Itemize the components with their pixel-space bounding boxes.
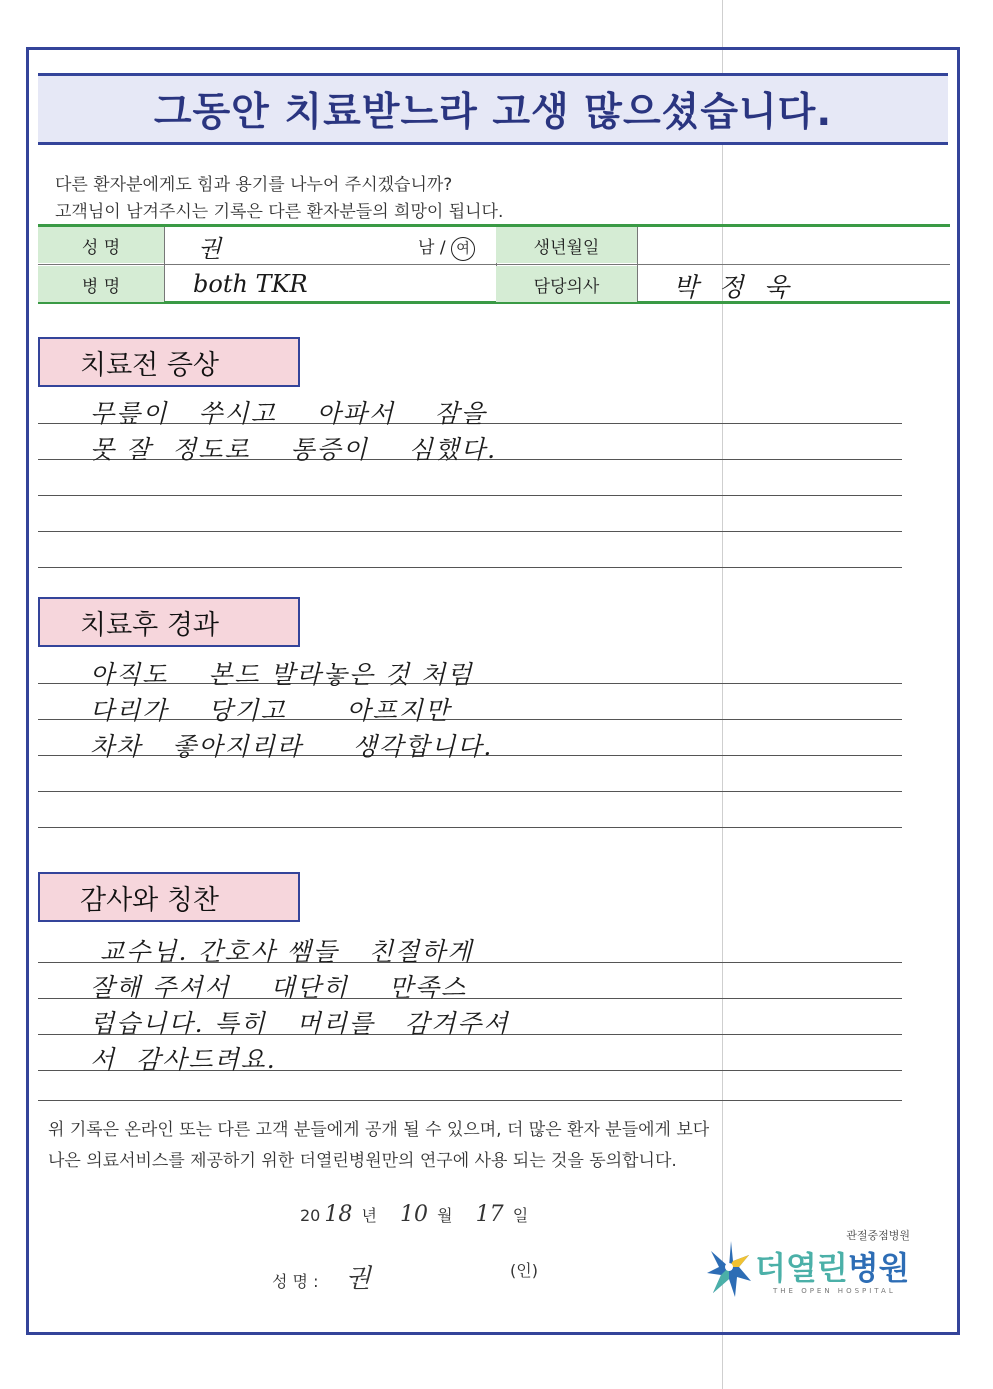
birth-label: 생년월일 xyxy=(496,227,637,263)
hospital-subtitle: 관절중점병원 xyxy=(846,1229,910,1242)
writing-line xyxy=(38,827,902,828)
hospital-brand-part2: 병원 xyxy=(847,1249,910,1287)
consent-line-1: 위 기록은 온라인 또는 다른 고객 분들에게 공개 될 수 있으며, 더 많은 환자 분들에게 보다 xyxy=(48,1120,710,1140)
date-month-unit: 월 xyxy=(437,1206,453,1225)
section-after-heading: 치료후 경과 xyxy=(38,597,300,647)
title-bar xyxy=(38,73,948,145)
date-field xyxy=(300,1202,528,1227)
date-year-unit: 년 xyxy=(361,1206,377,1225)
hospital-logo-icon xyxy=(705,1237,753,1301)
before-text-line-2: 못 잘 정도로 통증이 심했다. xyxy=(90,435,498,464)
name-value: 권 xyxy=(198,235,222,263)
intro-line-1: 다른 환자분에게도 힘과 용기를 나누어 주시겠습니까? xyxy=(55,175,453,195)
diagnosis-value: both TKR xyxy=(193,270,308,298)
signature-value: 권 xyxy=(345,1264,371,1294)
writing-line xyxy=(38,567,902,568)
patient-info-table xyxy=(38,224,950,304)
signature-field xyxy=(272,1258,371,1295)
gender-field xyxy=(418,233,475,261)
seal-mark: (인) xyxy=(510,1261,538,1280)
hospital-brand-part1: 더열린 xyxy=(755,1249,848,1287)
signature-label: 성 명 : xyxy=(272,1272,319,1291)
hospital-english-name: THE OPEN HOSPITAL xyxy=(773,1287,896,1295)
doctor-value: 박 정 욱 xyxy=(673,273,795,303)
table-col-divider xyxy=(164,227,165,301)
after-text-line-1: 아직도 본드 발라놓은 것 처럼 xyxy=(90,660,474,689)
consent-line-2: 나은 의료서비스를 제공하기 위한 더열린병원만의 연구에 사용 되는 것을 동의합니다. xyxy=(48,1151,677,1171)
before-text-line-1: 무릎이 쑤시고 아파서 잠을 xyxy=(90,399,488,428)
thanks-text-line-1: 교수님. 간호사 쌤들 친절하게 xyxy=(100,937,474,966)
date-prefix: 20 xyxy=(300,1206,321,1225)
section-thanks-heading: 감사와 칭찬 xyxy=(38,872,300,922)
name-label: 성 명 xyxy=(38,227,164,263)
gender-male: 남 / xyxy=(418,238,446,258)
date-year: 18 xyxy=(324,1202,353,1227)
gender-female-circled: 여 xyxy=(451,237,475,261)
writing-line xyxy=(38,791,902,792)
date-month: 10 xyxy=(400,1202,429,1227)
date-day: 17 xyxy=(475,1202,504,1227)
thanks-text-line-2: 잘해 주셔서 대단히 만족스 xyxy=(90,973,468,1002)
section-before-heading: 치료전 증상 xyxy=(38,337,300,387)
after-text-line-3: 차차 좋아지리라 생각합니다. xyxy=(90,732,494,761)
writing-line xyxy=(38,495,902,496)
date-day-unit: 일 xyxy=(512,1206,529,1225)
thanks-text-line-3: 럽습니다. 특히 머리를 감겨주셔 xyxy=(90,1009,510,1038)
table-col-divider xyxy=(637,227,638,301)
hospital-logo xyxy=(705,1227,920,1307)
table-row-divider xyxy=(38,264,950,265)
hospital-brand xyxy=(755,1243,910,1289)
writing-line xyxy=(38,531,902,532)
doctor-label: 담당의사 xyxy=(496,266,637,302)
page-title: 그동안 치료받느라 고생 많으셨습니다. xyxy=(153,90,833,135)
after-text-line-2: 다리가 당기고 아프지만 xyxy=(90,696,451,725)
writing-line xyxy=(38,1100,902,1101)
intro-line-2: 고객님이 남겨주시는 기록은 다른 환자분들의 희망이 됩니다. xyxy=(55,202,504,222)
thanks-text-line-4: 서 감사드려요. xyxy=(90,1045,277,1074)
diagnosis-label: 병 명 xyxy=(38,266,164,302)
